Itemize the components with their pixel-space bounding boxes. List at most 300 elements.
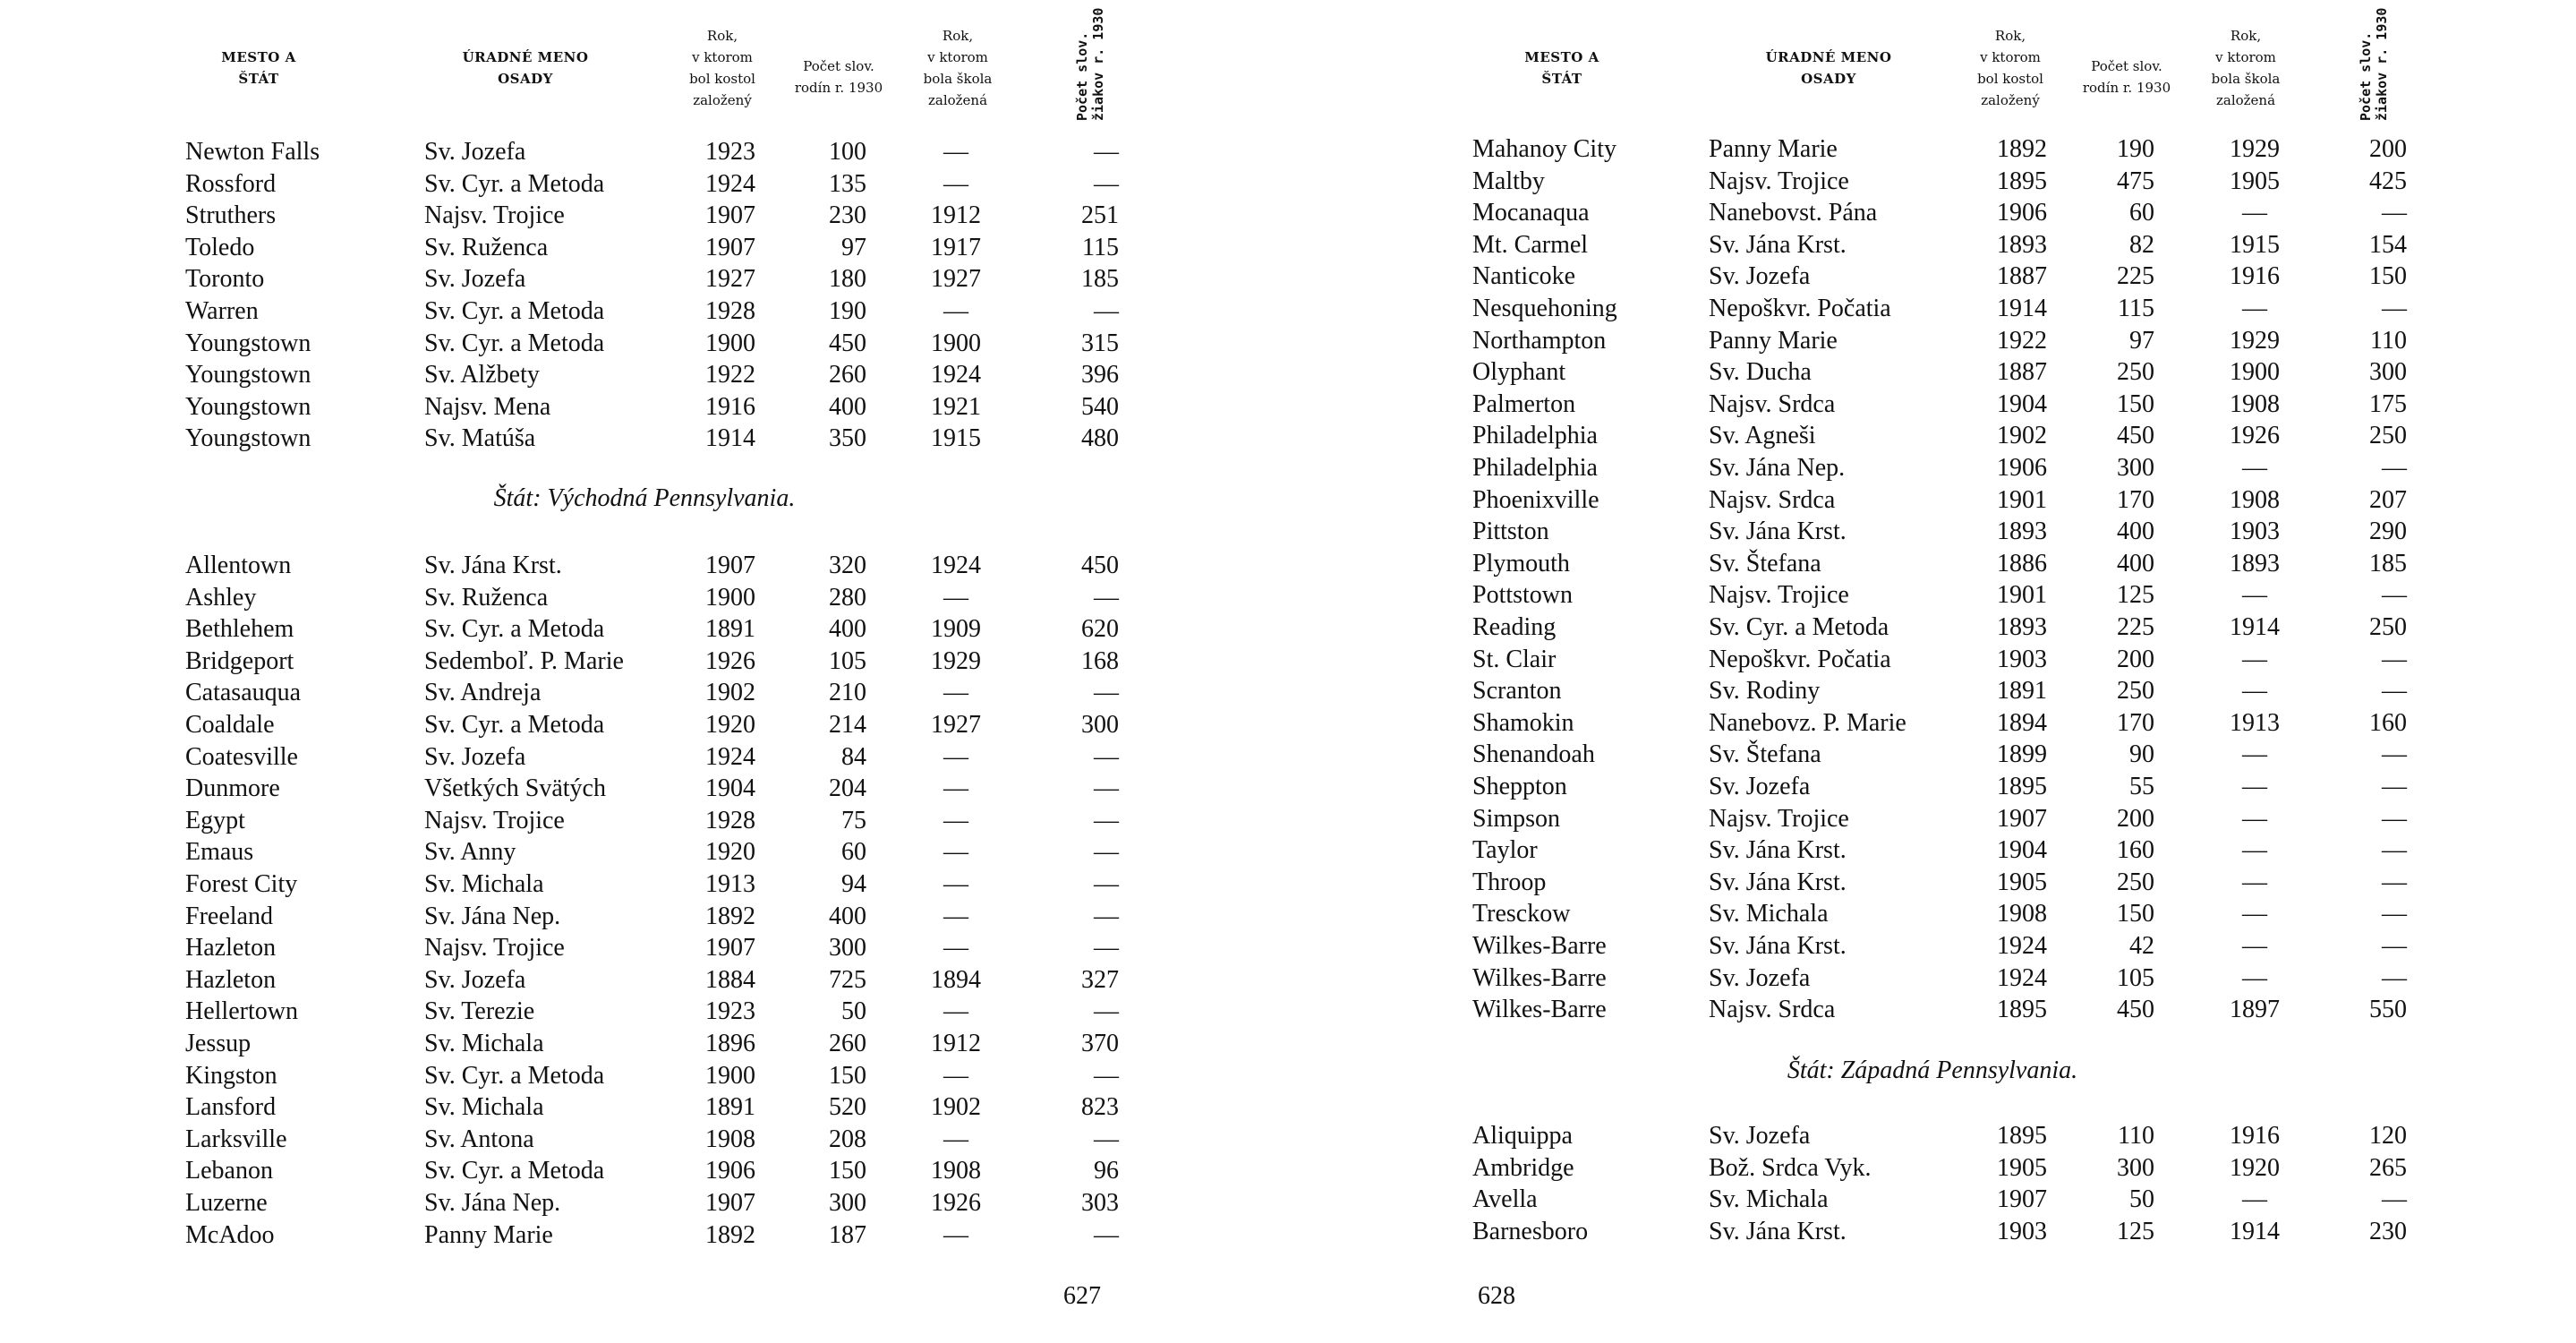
city-cell: Scranton [1472,677,1562,706]
table-row [1288,963,2452,994]
school-year-cell: 1929 [931,646,981,675]
families-cell: 250 [2117,868,2154,896]
city-cell: Mocanaqua [1472,199,1590,227]
page-number: 628 [1478,1282,1515,1310]
city-cell: Shamokin [1472,708,1574,737]
city-cell: Struthers [185,201,277,230]
header-pupils [1074,8,1106,121]
header-text: rodín r. 1930 [794,80,883,96]
table-row [0,742,1164,773]
parish-cell: Sv. Jozefa [1709,262,1811,291]
parish-cell: Sv. Alžbety [424,361,540,389]
church-year-cell: 1887 [1997,358,2047,387]
table-row [1288,995,2452,1025]
church-year-cell: 1907 [705,1189,755,1217]
city-cell: Tresckow [1472,900,1571,928]
table-row [1288,421,2452,451]
parish-cell: Sv. Jozefa [424,138,526,166]
table-row [1288,1121,2452,1151]
pupils-cell: 154 [2369,230,2407,259]
city-cell: Aliquippa [1472,1122,1573,1150]
pupils-cell: 200 [2369,135,2407,163]
church-year-cell: 1916 [705,392,755,421]
pupils-cell: 230 [2369,1217,2407,1245]
table-row [1288,804,2452,834]
church-year-cell: 1904 [1997,389,2047,418]
families-cell: 84 [841,742,866,771]
families-cell: 125 [2117,581,2154,610]
city-cell: Lansford [185,1093,277,1122]
parish-cell: Sv. Anny [424,838,516,867]
school-year-cell: 1915 [2230,230,2280,259]
church-year-cell: 1922 [1997,326,2047,355]
table-row [0,614,1164,645]
school-year-cell: 1916 [2230,1122,2280,1150]
header-city-line2: ŠTÁT [238,71,279,87]
families-cell: 400 [829,902,866,930]
pupils-cell: — [1094,297,1119,325]
table-row [0,360,1164,390]
church-year-cell: 1920 [705,838,755,867]
parish-cell: Sv. Jozefa [424,742,526,771]
parish-cell: Najsv. Trojice [424,934,565,962]
school-year-cell: — [943,583,968,612]
pupils-cell: 300 [1081,711,1119,739]
pupils-cell: 120 [2369,1122,2407,1150]
city-cell: Wilkes-Barre [1472,996,1607,1024]
church-year-cell: 1924 [1997,932,2047,960]
families-cell: 450 [2117,996,2154,1024]
city-cell: Toronto [185,265,265,294]
school-year-cell: 1894 [931,965,981,994]
church-year-cell: 1900 [705,329,755,357]
section-title-east-pennsylvania: Štát: Východná Pennsylvania. [493,484,796,512]
families-cell: 110 [2118,1122,2154,1150]
church-year-cell: 1900 [705,583,755,612]
city-cell: Shenandoah [1472,740,1595,769]
pupils-cell: — [1094,742,1119,771]
school-year-cell: 1926 [2230,422,2280,450]
header-text: bol kostol [1977,71,2043,87]
city-cell: Ambridge [1472,1153,1574,1182]
header-pupils [2358,8,2390,121]
city-cell: Bethlehem [185,615,294,644]
school-year-cell: — [2242,868,2267,896]
header-parish-line1: ÚRADNÉ MENO [1765,49,1892,65]
families-cell: 210 [829,679,866,707]
church-year-cell: 1892 [705,902,755,930]
table-row [0,1029,1164,1059]
parish-cell: Sv. Štefana [1709,549,1821,577]
parish-cell: Sv. Jána Krst. [1709,868,1847,896]
city-cell: Phoenixville [1472,485,1599,514]
families-cell: 400 [2117,549,2154,577]
table-row [0,329,1164,359]
pupils-cell: 370 [1081,1030,1119,1057]
church-year-cell: 1926 [705,646,755,675]
parish-cell: Najsv. Mena [424,392,551,421]
city-cell: Youngstown [185,329,311,357]
city-cell: Throop [1472,868,1547,896]
families-cell: 260 [829,361,866,389]
school-year-cell: 1917 [931,233,981,261]
parish-cell: Sv. Ducha [1709,358,1812,387]
church-year-cell: 1924 [705,169,755,198]
church-year-cell: 1907 [1997,804,2047,833]
table-row [1288,198,2452,228]
pupils-cell: — [1094,138,1119,166]
church-year-cell: 1904 [1997,836,2047,865]
church-year-cell: 1906 [705,1157,755,1185]
parish-cell: Nanebovst. Pána [1709,199,1878,227]
header-parish-line2: OSADY [1801,71,1856,87]
school-year-cell: — [2242,740,2267,769]
church-year-cell: 1893 [1997,518,2047,546]
school-year-cell: 1909 [931,615,981,644]
church-year-cell: 1893 [1997,613,2047,641]
church-year-cell: 1896 [705,1030,755,1057]
parish-cell: Sv. Matúša [424,424,536,453]
church-year-cell: 1895 [1997,996,2047,1024]
city-cell: Nanticoke [1472,262,1576,291]
pupils-cell: — [1094,806,1119,834]
city-cell: Taylor [1472,836,1538,865]
church-year-cell: 1892 [1997,135,2047,163]
header-parish [445,47,606,90]
pupils-cell: 396 [1081,361,1119,389]
city-cell: Sheppton [1472,773,1567,800]
church-year-cell: 1908 [1997,900,2047,928]
church-year-cell: 1906 [1997,199,2047,227]
school-year-cell: — [2242,963,2267,992]
church-year-cell: 1928 [705,297,755,325]
table-row [0,137,1164,167]
pupils-cell: 425 [2369,167,2407,195]
parish-cell: Sv. Michala [424,1093,544,1122]
header-text: Počet slov. [2091,58,2162,74]
parish-cell: Sedemboľ. P. Marie [424,646,624,675]
church-year-cell: 1892 [705,1220,755,1249]
school-year-cell: 1920 [2230,1153,2280,1182]
families-cell: 214 [829,711,866,739]
header-text: založený [1981,92,2040,108]
header-text: Počet slov. [1074,31,1090,121]
parish-cell: Sv. Agneši [1709,422,1816,450]
city-cell: Hellertown [185,997,298,1026]
parish-cell: Sv. Michala [1709,1185,1829,1214]
pupils-cell: — [1094,679,1119,707]
parish-cell: Sv. Jána Krst. [1709,932,1847,960]
school-year-cell: — [2242,645,2267,673]
parish-cell: Najsv. Srdca [1709,996,1836,1024]
pupils-cell: 540 [1081,392,1119,421]
school-year-cell: — [943,838,968,867]
city-cell: Nesquehoning [1472,295,1617,322]
school-year-cell: 1905 [2230,167,2280,195]
school-year-cell: 1912 [931,1030,981,1057]
city-cell: Egypt [185,806,245,834]
header-text: v ktorom [2215,49,2276,65]
families-cell: 475 [2117,167,2154,195]
parish-cell: Sv. Štefana [1709,740,1821,769]
church-year-cell: 1907 [705,233,755,261]
church-year-cell: 1913 [705,870,755,898]
table-row [0,296,1164,327]
header-text: rodín r. 1930 [2082,80,2171,96]
church-year-cell: 1905 [1997,868,2047,896]
school-year-cell: 1900 [931,329,981,357]
families-cell: 170 [2117,485,2154,514]
school-year-cell: — [2242,773,2267,800]
city-cell: Toledo [185,233,255,261]
school-year-cell: — [943,902,968,930]
church-year-cell: 1927 [705,265,755,294]
school-year-cell: — [2242,454,2267,482]
parish-cell: Sv. Cyr. a Metoda [424,329,605,357]
header-text: v ktorom [927,49,988,65]
school-year-cell: 1913 [2230,708,2280,737]
header-parish-line2: OSADY [498,71,553,87]
church-year-cell: 1893 [1997,230,2047,259]
pupils-cell: — [1094,1061,1119,1090]
header-text: bol kostol [689,71,755,87]
table-row [0,583,1164,613]
table-row [1288,580,2452,611]
city-cell: Newton Falls [185,138,320,166]
church-year-cell: 1901 [1997,581,2047,610]
city-cell: Emaus [185,838,254,867]
pupils-cell: 303 [1081,1189,1119,1217]
city-cell: Pittston [1472,518,1549,546]
families-cell: 190 [829,297,866,325]
city-cell: Coaldale [185,711,275,739]
right-page [1288,0,2576,1343]
families-cell: 450 [829,329,866,357]
city-cell: Mahanoy City [1472,135,1616,163]
families-cell: 55 [2129,773,2154,800]
city-cell: Luzerne [185,1189,268,1217]
pupils-cell: — [2382,868,2407,896]
pupils-cell: 96 [1094,1157,1119,1185]
header-text: Rok, [1994,28,2026,44]
header-church-year [673,25,772,111]
parish-cell: Sv. Cyr. a Metoda [1709,613,1889,641]
families-cell: 75 [841,806,866,834]
church-year-cell: 1908 [705,1125,755,1153]
pupils-cell: — [1094,997,1119,1026]
church-year-cell: 1899 [1997,740,2047,769]
pupils-cell: — [2382,932,2407,960]
families-cell: 115 [2118,295,2154,322]
parish-cell: Sv. Jozefa [424,965,526,994]
church-year-cell: 1904 [705,774,755,803]
church-year-cell: 1907 [705,201,755,230]
table-row [1288,1217,2452,1247]
city-cell: Simpson [1472,804,1561,833]
city-cell: Pottstown [1472,581,1574,610]
church-year-cell: 1903 [1997,645,2047,673]
table-row [1288,294,2452,324]
pupils-cell: 185 [2369,549,2407,577]
table-row [0,392,1164,423]
parish-cell: Sv. Cyr. a Metoda [424,297,605,325]
city-cell: Philadelphia [1472,454,1598,482]
pupils-cell: 250 [2369,613,2407,641]
parish-cell: Najsv. Trojice [424,806,565,834]
parish-cell: Sv. Ruženca [424,583,549,612]
families-cell: 150 [2117,900,2154,928]
school-year-cell: 1902 [931,1093,981,1122]
header-text: Počet slov. [2358,31,2374,121]
church-year-cell: 1907 [705,552,755,579]
header-parish [1748,47,1909,90]
parish-cell: Najsv. Trojice [1709,167,1849,195]
table-row [0,264,1164,295]
pupils-cell: — [1094,934,1119,962]
city-cell: Hazleton [185,965,277,994]
parish-cell: Najsv. Srdca [1709,485,1836,514]
table-row [1288,326,2452,356]
header-city-line1: MESTO A [1524,49,1599,65]
pupils-cell: — [2382,804,2407,833]
header-school-year [904,25,1011,111]
table-row [0,1188,1164,1219]
parish-cell: Sv. Michala [424,870,544,898]
pupils-cell: 620 [1081,615,1119,644]
table-row [1288,517,2452,547]
city-cell: Youngstown [185,361,311,389]
school-year-cell: 1921 [931,392,981,421]
header-text: bola škola [2211,71,2281,87]
parish-cell: Bož. Srdca Vyk. [1709,1153,1872,1182]
table-row [1288,167,2452,197]
city-cell: Larksville [185,1125,287,1153]
header-text: v ktorom [1980,49,2041,65]
pupils-cell: 327 [1081,965,1119,994]
church-year-cell: 1923 [705,997,755,1026]
families-cell: 180 [829,265,866,294]
parish-cell: Sv. Cyr. a Metoda [424,615,605,644]
table-row [0,1125,1164,1155]
school-year-cell: — [943,997,968,1026]
city-cell: Coatesville [185,742,298,771]
header-text: Rok, [942,28,974,44]
families-cell: 160 [2117,836,2154,865]
city-cell: Jessup [185,1030,252,1057]
pupils-cell: 150 [2369,262,2407,291]
parish-cell: Sv. Cyr. a Metoda [424,1157,605,1185]
table-row [0,1092,1164,1123]
parish-cell: Sv. Jána Krst. [424,552,562,579]
header-text: založený [693,92,752,108]
header-text: založená [2215,92,2276,108]
school-year-cell: — [943,169,968,198]
pupils-cell: — [2382,963,2407,992]
school-year-cell: 1929 [2230,135,2280,163]
school-year-cell: 1929 [2230,326,2280,355]
table-row [0,1220,1164,1251]
table-row [1288,134,2452,165]
table-row [1288,230,2452,261]
families-cell: 225 [2117,613,2154,641]
pupils-cell: 115 [1082,233,1119,261]
table-row [1288,772,2452,802]
parish-cell: Sv. Jána Nep. [424,1189,561,1217]
pupils-cell: — [2382,645,2407,673]
parish-cell: Najsv. Trojice [424,201,565,230]
table-row [0,169,1164,200]
families-cell: 260 [829,1030,866,1057]
school-year-cell: — [2242,836,2267,865]
school-year-cell: — [943,138,968,166]
church-year-cell: 1903 [1997,1217,2047,1245]
header-city [205,47,312,90]
church-year-cell: 1923 [705,138,755,166]
families-cell: 200 [2117,645,2154,673]
city-cell: Kingston [185,1061,277,1090]
families-cell: 90 [2129,740,2154,769]
table-row [1288,357,2452,388]
families-cell: 320 [829,552,866,579]
parish-cell: Nanebovz. P. Marie [1709,708,1906,737]
table-row [0,678,1164,708]
table-row [0,201,1164,231]
school-year-cell: — [943,806,968,834]
parish-cell: Sv. Jozefa [424,265,526,294]
header-text: v ktorom [692,49,753,65]
school-year-cell: 1900 [2230,358,2280,387]
table-row [1288,868,2452,898]
families-cell: 60 [841,838,866,867]
table-row [0,1156,1164,1186]
pupils-cell: 250 [2369,422,2407,450]
school-year-cell: — [2242,900,2267,928]
church-year-cell: 1905 [1997,1153,2047,1182]
header-church-year [1961,25,2060,111]
families-cell: 725 [829,965,866,994]
parish-cell: Sv. Michala [1709,900,1829,928]
city-cell: Mt. Carmel [1472,230,1589,259]
parish-cell: Sv. Antona [424,1125,534,1153]
city-cell: Olyphant [1472,358,1566,387]
school-year-cell: — [943,679,968,707]
header-city-line1: MESTO A [221,49,296,65]
families-cell: 208 [829,1125,866,1153]
school-year-cell: 1908 [2230,389,2280,418]
families-cell: 97 [841,233,866,261]
school-year-cell: 1916 [2230,262,2280,291]
table-row [0,646,1164,677]
church-year-cell: 1891 [1997,677,2047,706]
families-cell: 200 [2117,804,2154,833]
pupils-cell: 207 [2369,485,2407,514]
parish-cell: Sv. Terezie [424,997,535,1026]
pupils-cell: — [2382,295,2407,322]
families-cell: 60 [2129,199,2154,227]
table-row [0,965,1164,996]
pupils-cell: — [2382,581,2407,610]
pupils-cell: — [1094,1125,1119,1153]
city-cell: Maltby [1472,167,1545,195]
pupils-cell: 175 [2369,389,2407,418]
church-year-cell: 1894 [1997,708,2047,737]
pupils-cell: — [1094,583,1119,612]
school-year-cell: 1908 [931,1157,981,1185]
table-row [1288,645,2452,675]
table-row [1288,612,2452,643]
church-year-cell: 1895 [1997,1122,2047,1150]
church-year-cell: 1924 [1997,963,2047,992]
